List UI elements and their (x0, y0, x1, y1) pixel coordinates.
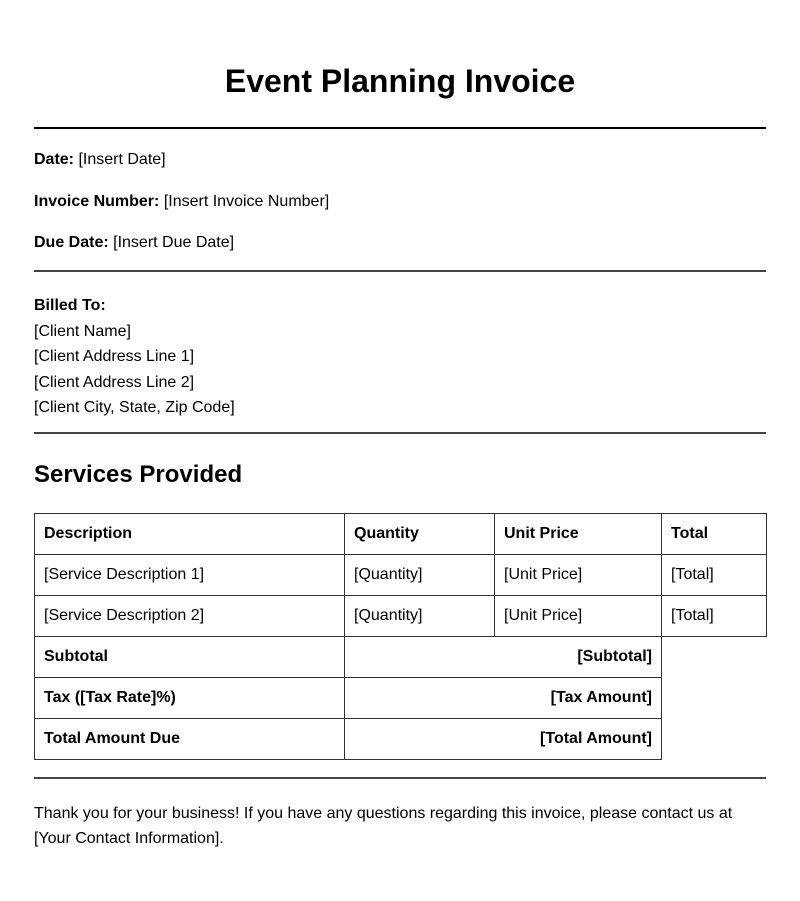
services-heading: Services Provided (34, 461, 243, 488)
date-value: [Insert Date] (78, 151, 166, 168)
due-date-field (34, 233, 234, 253)
thank-you-note: Thank you for your business! If you have any questions regarding this invoice, please contact us at [Your Contact Information]. (34, 805, 733, 847)
invoice-title: Event Planning Invoice (224, 63, 576, 99)
client-name: [Client Name] (34, 322, 131, 340)
row-description: [Service Description 1] (35, 555, 345, 596)
billed-to-block (34, 293, 235, 421)
date-label: Date: (34, 151, 75, 168)
due-date-label: Due Date: (34, 234, 109, 251)
due-date-value: [Insert Due Date] (113, 234, 235, 251)
invoice-number-value: [Insert Invoice Number] (163, 193, 330, 210)
row-total: [Total] (662, 596, 767, 637)
total-due-row (35, 719, 767, 760)
table-row (35, 596, 767, 637)
total-due-label: Total Amount Due (35, 719, 345, 760)
subtotal-value: [Subtotal] (345, 637, 662, 678)
column-header-quantity: Quantity (345, 514, 495, 555)
subtotal-row (35, 637, 767, 678)
invoice-number-label: Invoice Number: (34, 193, 160, 210)
subtotal-label: Subtotal (35, 637, 345, 678)
row-unit-price: [Unit Price] (495, 555, 662, 596)
meta-divider (34, 270, 766, 272)
table-row (35, 555, 767, 596)
billed-divider (34, 432, 766, 434)
client-address-line-1: [Client Address Line 1] (34, 348, 195, 366)
row-description: [Service Description 2] (35, 596, 345, 637)
row-total: [Total] (662, 555, 767, 596)
date-field (34, 150, 166, 170)
billed-to-label: Billed To: (34, 297, 106, 314)
services-table (34, 513, 767, 760)
title-divider (34, 127, 766, 129)
total-due-value: [Total Amount] (345, 719, 662, 760)
table-divider (34, 777, 766, 779)
row-quantity: [Quantity] (345, 555, 495, 596)
client-city-state-zip: [Client City, State, Zip Code] (34, 399, 235, 417)
column-header-total: Total (662, 514, 767, 555)
table-header-row (35, 514, 767, 555)
invoice-number-field (34, 192, 329, 212)
tax-value: [Tax Amount] (345, 678, 662, 719)
row-unit-price: [Unit Price] (495, 596, 662, 637)
tax-label: Tax ([Tax Rate]%) (35, 678, 345, 719)
row-quantity: [Quantity] (345, 596, 495, 637)
column-header-description: Description (35, 514, 345, 555)
tax-row (35, 678, 767, 719)
client-address-line-2: [Client Address Line 2] (34, 373, 195, 391)
column-header-unit-price: Unit Price (495, 514, 662, 555)
